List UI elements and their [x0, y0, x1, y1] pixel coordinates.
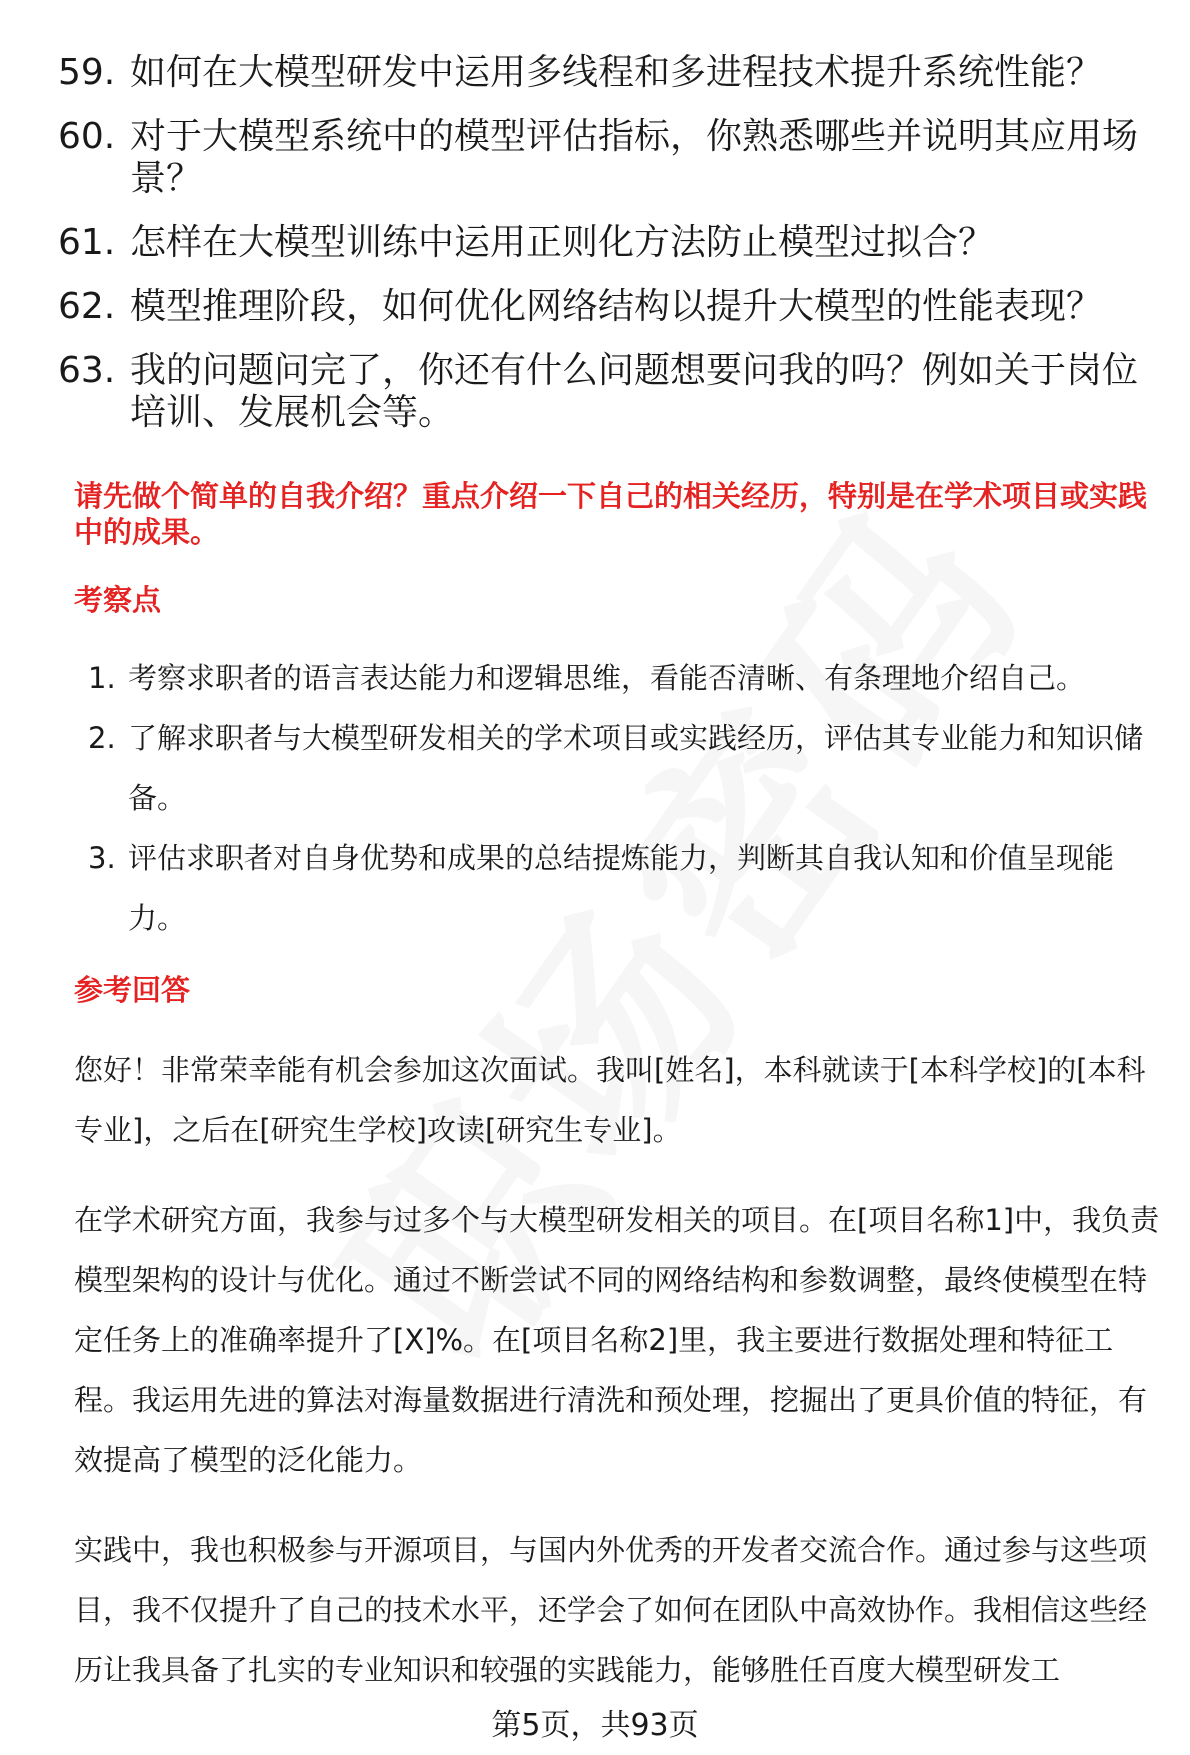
question-number: 63.: [58, 350, 116, 391]
assessment-number: 1.: [88, 661, 116, 695]
assessment-text: 考察求职者的语言表达能力和逻辑思维，看能否清晰、有条理地介绍自己。: [128, 661, 1086, 695]
question-text: 我的问题问完了，你还有什么问题想要问我的吗？例如关于岗位培训、发展机会等。: [130, 350, 1139, 433]
question-item: [58, 286, 1148, 328]
assessment-text: 了解求职者与大模型研发相关的学术项目或实践经历，评估其专业能力和知识储备。: [128, 721, 1144, 815]
question-text: 如何在大模型研发中运用多线程和多进程技术提升系统性能？: [130, 52, 1103, 93]
question-number: 62.: [58, 286, 116, 327]
question-text: 怎样在大模型训练中运用正则化方法防止模型过拟合？: [130, 222, 995, 263]
question-text: 模型推理阶段，如何优化网络结构以提升大模型的性能表现？: [130, 286, 1103, 327]
question-text: 对于大模型系统中的模型评估指标，你熟悉哪些并说明其应用场景？: [130, 116, 1139, 199]
assessment-list: [88, 648, 1158, 948]
question-list: [58, 52, 1148, 456]
page-footer: 第5页，共93页: [491, 1708, 699, 1743]
answer-paragraph: 您好！非常荣幸能有机会参加这次面试。我叫[姓名]，本科就读于[本科学校]的[本科专业]，之后在[研究生学校]攻读[研究生专业]。: [74, 1053, 1146, 1147]
question-item: [58, 222, 1148, 264]
question-number: 61.: [58, 222, 116, 263]
assessment-number: 3.: [88, 841, 116, 875]
question-item: [58, 52, 1148, 94]
answer-paragraph: 实践中，我也积极参与开源项目，与国内外优秀的开发者交流合作。通过参与这些项目，我不仅提升了自己的技术水平，还学会了如何在团队中高效协作。我相信这些经历让我具备了扎实的专业知识和较强的实践能力，能够胜任百度大模型研发工: [74, 1533, 1148, 1687]
question-number: 60.: [58, 116, 116, 157]
answer-paragraph: 在学术研究方面，我参与过多个与大模型研发相关的项目。在[项目名称1]中，我负责模型架构的设计与优化。通过不断尝试不同的网络结构和参数调整，最终使模型在特定任务上的准确率提升了[X]%。在[项目名称2]里，我主要进行数据处理和特征工程。我运用先进的算法对海量数据进行清洗和预处理，挖掘出了更具价值的特征，有效提高了模型的泛化能力。: [74, 1203, 1160, 1477]
assessment-number: 2.: [88, 721, 116, 755]
answer-heading: 参考回答: [74, 973, 191, 1007]
assessment-heading: 考察点: [74, 583, 162, 617]
featured-question: 请先做个简单的自我介绍？重点介绍一下自己的相关经历，特别是在学术项目或实践中的成果。: [74, 479, 1148, 549]
assessment-item: [88, 708, 1158, 828]
assessment-item: [88, 648, 1158, 708]
question-item: [58, 350, 1148, 434]
assessment-item: [88, 828, 1158, 948]
question-number: 59.: [58, 52, 116, 93]
question-item: [58, 116, 1148, 200]
assessment-text: 评估求职者对自身优势和成果的总结提炼能力，判断其自我认知和价值呈现能力。: [128, 841, 1115, 935]
